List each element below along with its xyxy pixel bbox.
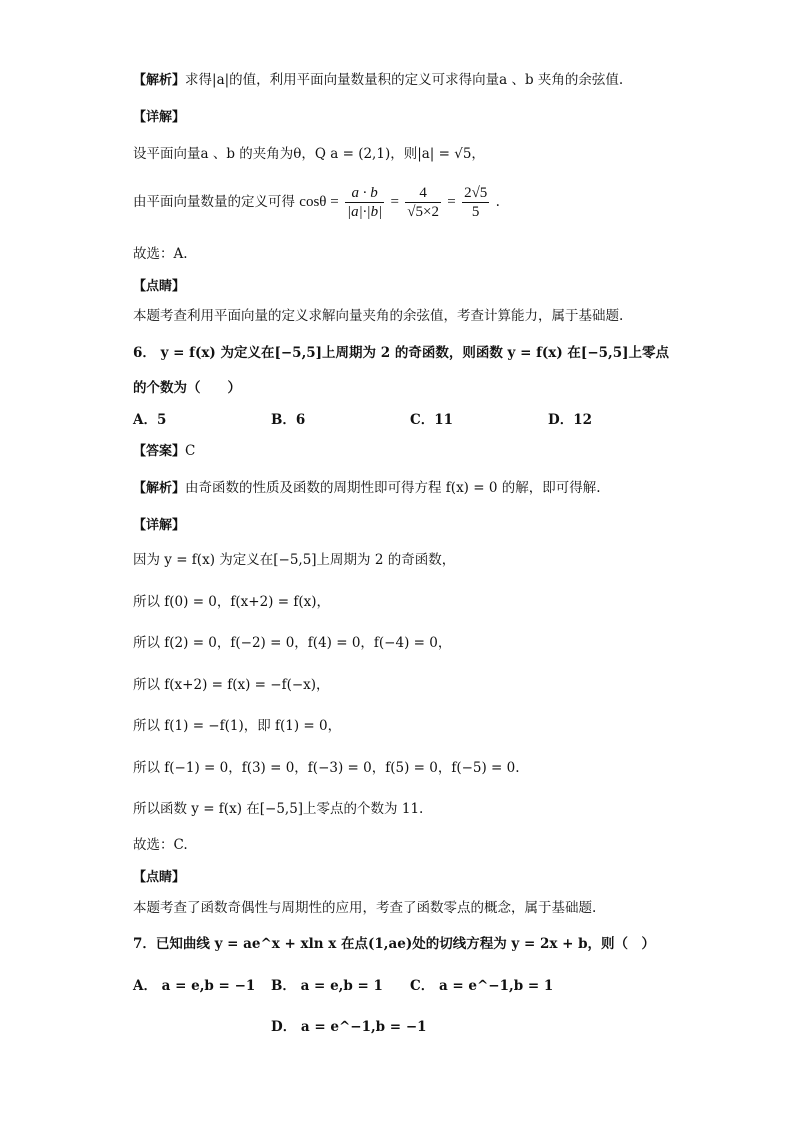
choice-text: 故选：A. — [133, 246, 188, 262]
analysis-tag: 【解析】 — [133, 73, 186, 88]
q6-option-a: A．5 — [133, 412, 167, 428]
q6-step-8: 故选：C. — [133, 837, 188, 853]
q6-remark-line: 本题考查了函数奇偶性与周期性的应用，考查了函数零点的概念，属于基础题. — [133, 900, 597, 916]
q6-stem-text-2: 的个数为（ ） — [133, 380, 241, 396]
remark-tag-line — [133, 276, 185, 297]
q6-answer: C — [185, 443, 196, 459]
q6-remark-tag: 【点睛】 — [133, 870, 186, 885]
q6-step-4: 所以 f(x+2) = f(x) = −f(−x)， — [133, 677, 330, 693]
detail-line-2 — [133, 182, 500, 222]
q7-option-c: C． a = e^−1,b = 1 — [410, 978, 554, 994]
q6-answer-tag: 【答案】 — [133, 444, 186, 459]
detail-line-1 — [133, 144, 485, 164]
detail-tag: 【详解】 — [133, 110, 186, 125]
q6-option-b: B．6 — [271, 412, 306, 428]
q7-option-b: B． a = e,b = 1 — [271, 978, 383, 994]
remark-line — [133, 306, 623, 326]
q7-option-d: D． a = e^−1,b = −1 — [271, 1019, 427, 1035]
fraction-3-denominator: 5 — [471, 204, 480, 220]
question-7-stem: 7．已知曲线 y = ae^x + xln x 在点(1,ae)处的切线方程为 y = 2x + b，则（ ） — [133, 936, 656, 952]
q6-step-6: 所以 f(−1) = 0，f(3) = 0，f(−3) = 0，f(5) = 0，f(−5) = 0. — [133, 760, 520, 776]
q6-analysis-tag: 【解析】 — [133, 481, 186, 496]
fraction-3-numerator: 2√5 — [464, 185, 488, 201]
q6-step-5: 所以 f(1) = −f(1)，即 f(1) = 0， — [133, 718, 342, 734]
q6-option-c: C．11 — [410, 412, 454, 428]
q7-option-a: A． a = e,b = −1 — [133, 978, 256, 994]
q6-step-3: 所以 f(2) = 0，f(−2) = 0，f(4) = 0，f(−4) = 0， — [133, 635, 452, 651]
fraction-3 — [462, 184, 489, 221]
choice-line — [133, 244, 188, 264]
q6-answer-line — [133, 441, 195, 462]
q6-option-d: D．12 — [548, 412, 592, 428]
fraction-2-denominator: √5×2 — [407, 204, 439, 220]
q6-analysis-text: 由奇函数的性质及函数的周期性即可得方程 f(x) = 0 的解，即可得解. — [185, 480, 601, 496]
q6-stem-text-1: 6． y = f(x) 为定义在[−5,5]上周期为 2 的奇函数，则函数 y = f(x) 在[−5,5]上零点 — [133, 345, 670, 361]
question-6-stem-1 — [133, 343, 669, 363]
detail-text-1: 设平面向量a 、b 的夹角为θ，Q a = (2,1)，则|a| = √5， — [133, 146, 485, 162]
period-mark: . — [495, 194, 500, 210]
fraction-1-denominator: |a|·|b| — [346, 204, 383, 220]
equals-sign-1: = — [390, 194, 399, 210]
cos-label: cosθ = — [299, 194, 339, 210]
detail-text-2: 由平面向量数量的定义可得 — [133, 194, 295, 210]
fraction-2 — [405, 184, 441, 221]
q6-step-2: 所以 f(0) = 0，f(x+2) = f(x)， — [133, 594, 330, 610]
q6-step-7: 所以函数 y = f(x) 在[−5,5]上零点的个数为 11. — [133, 801, 424, 817]
analysis-text: 求得|a|的值，利用平面向量数量积的定义可求得向量a 、b 夹角的余弦值. — [185, 72, 624, 88]
remark-tag: 【点睛】 — [133, 279, 186, 294]
q6-step-1: 因为 y = f(x) 为定义在[−5,5]上周期为 2 的奇函数， — [133, 552, 456, 568]
equals-sign-2: = — [447, 194, 456, 210]
remark-text: 本题考查利用平面向量的定义求解向量夹角的余弦值，考查计算能力，属于基础题. — [133, 308, 624, 324]
fraction-1 — [345, 184, 384, 221]
analysis-line — [133, 70, 623, 91]
q6-remark-tag-line — [133, 867, 185, 888]
fraction-2-numerator: 4 — [405, 184, 441, 203]
q6-detail-tag-line — [133, 515, 185, 536]
question-6-stem-2 — [133, 378, 241, 398]
fraction-1-numerator: a · b — [345, 184, 384, 203]
q6-detail-tag: 【详解】 — [133, 518, 186, 533]
q6-analysis-line — [133, 478, 601, 499]
detail-tag-line — [133, 107, 185, 128]
